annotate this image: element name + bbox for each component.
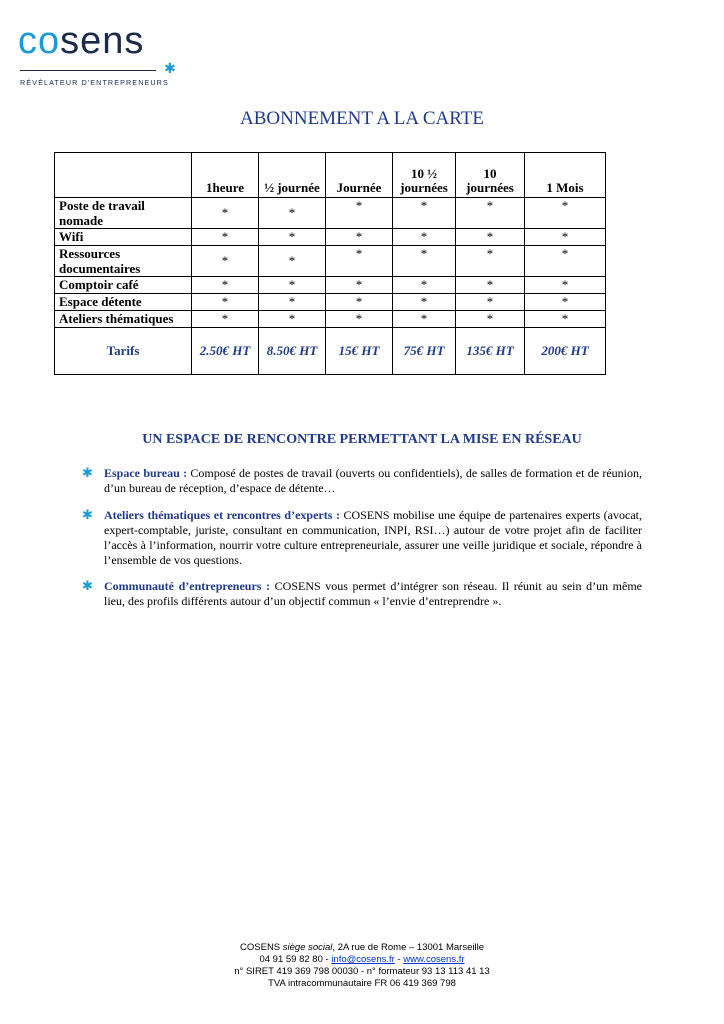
column-header: Journée	[326, 153, 393, 198]
feature-item	[104, 508, 642, 568]
table-cell: *	[525, 277, 606, 294]
table-cell: *	[259, 198, 326, 229]
email-link[interactable]: info@cosens.fr	[331, 954, 395, 965]
feature-item-title: Ateliers thématiques et rencontres d’experts :	[104, 508, 340, 522]
row-label: Espace détente	[55, 294, 192, 311]
logo-underline	[20, 70, 156, 71]
logo-tagline: RÉVÉLATEUR D'ENTREPRENEURS	[20, 78, 169, 87]
table-cell: *	[456, 229, 525, 246]
logo-wordmark: cosens	[18, 20, 145, 62]
row-label: Ateliers thématiques	[55, 311, 192, 328]
row-label: Ressources documentaires	[55, 246, 192, 277]
table-cell: *	[456, 294, 525, 311]
table-cell: *	[192, 229, 259, 246]
table-cell: *	[326, 277, 393, 294]
table-row	[55, 277, 606, 294]
table-cell: *	[326, 246, 393, 277]
table-row	[55, 198, 606, 229]
table-cell: *	[456, 277, 525, 294]
table-cell: *	[259, 311, 326, 328]
table-cell: *	[393, 246, 456, 277]
price-cell: 15€ HT	[326, 328, 393, 375]
asterisk-bullet-icon: ✱	[82, 465, 93, 480]
column-header: 1 Mois	[525, 153, 606, 198]
table-cell: *	[326, 294, 393, 311]
feature-item-title: Communauté d’entrepreneurs :	[104, 579, 271, 593]
row-label: Poste de travail nomade	[55, 198, 192, 229]
feature-item-text: COSENS vous permet d’intégrer son réseau. Il réunit au sein d’un même lieu, des profils différents autour d’un objectif commun « l’envie d’entreprendre ».	[104, 579, 642, 608]
pricing-table	[54, 152, 606, 375]
table-cell: *	[525, 229, 606, 246]
table-cell: *	[192, 311, 259, 328]
table-cell: *	[326, 311, 393, 328]
feature-item-title: Espace bureau :	[104, 466, 188, 480]
tarifs-label: Tarifs	[55, 328, 192, 375]
table-cell: *	[192, 277, 259, 294]
row-label: Wifi	[55, 229, 192, 246]
table-cell: *	[259, 294, 326, 311]
website-link[interactable]: www.cosens.fr	[403, 954, 465, 965]
asterisk-bullet-icon: ✱	[82, 507, 93, 522]
table-cell: *	[393, 294, 456, 311]
table-cell: *	[259, 246, 326, 277]
asterisk-bullet-icon: ✱	[82, 578, 93, 593]
table-cell: *	[393, 311, 456, 328]
column-header: ½ journée	[259, 153, 326, 198]
table-cell: *	[525, 294, 606, 311]
feature-item	[104, 466, 642, 496]
price-cell: 200€ HT	[525, 328, 606, 375]
page-title: ABONNEMENT A LA CARTE	[240, 108, 484, 129]
footer-address: COSENS siège social, 2A rue de Rome – 13001 Marseille	[240, 942, 484, 953]
footer-siret: n° SIRET 419 369 798 00030 - n° formateur 93 13 113 41 13	[234, 966, 490, 977]
table-row	[55, 311, 606, 328]
table-corner-cell	[55, 153, 192, 198]
cosens-logo	[18, 20, 176, 87]
table-cell: *	[259, 277, 326, 294]
footer	[0, 942, 724, 990]
price-cell: 135€ HT	[456, 328, 525, 375]
footer-contact: 04 91 59 82 80 - info@cosens.fr - www.cosens.fr	[259, 954, 465, 965]
price-cell: 75€ HT	[393, 328, 456, 375]
table-row	[55, 246, 606, 277]
column-header: 10 journées	[456, 153, 525, 198]
table-cell: *	[525, 246, 606, 277]
table-header-row	[55, 153, 606, 198]
feature-item	[104, 579, 642, 609]
table-cell: *	[192, 294, 259, 311]
section-subtitle: UN ESPACE DE RENCONTRE PERMETTANT LA MISE EN RÉSEAU	[142, 432, 582, 447]
table-cell: *	[393, 277, 456, 294]
column-header: 1heure	[192, 153, 259, 198]
table-cell: *	[456, 311, 525, 328]
table-cell: *	[326, 198, 393, 229]
table-row	[55, 229, 606, 246]
price-row	[55, 328, 606, 375]
table-cell: *	[326, 229, 393, 246]
feature-item-text: COSENS mobilise une équipe de partenaires experts (avocat, expert-comptable, juriste, consultant en communication, INPI, RSI…) autour de votre projet afin de faciliter l’accès à l’information, nourrir votre culture entrepreneuriale, assurer une veille juridique et sociale, répondre à l’ensemble de vos questions.	[104, 508, 642, 567]
price-cell: 8.50€ HT	[259, 328, 326, 375]
table-cell: *	[192, 246, 259, 277]
table-cell: *	[456, 198, 525, 229]
table-row	[55, 294, 606, 311]
table-cell: *	[525, 311, 606, 328]
feature-item-text: Composé de postes de travail (ouverts ou confidentiels), de salles de formation et de réunion, d’un bureau de réception, d’espace de détente…	[104, 466, 643, 495]
table-cell: *	[259, 229, 326, 246]
column-header: 10 ½ journées	[393, 153, 456, 198]
table-cell: *	[393, 198, 456, 229]
row-label: Comptoir café	[55, 277, 192, 294]
table-cell: *	[192, 198, 259, 229]
table-cell: *	[456, 246, 525, 277]
table-cell: *	[525, 198, 606, 229]
footer-tva: TVA intracommunautaire FR 06 419 369 798	[268, 978, 456, 989]
price-cell: 2.50€ HT	[192, 328, 259, 375]
asterisk-icon: ✱	[164, 62, 176, 77]
table-cell: *	[393, 229, 456, 246]
